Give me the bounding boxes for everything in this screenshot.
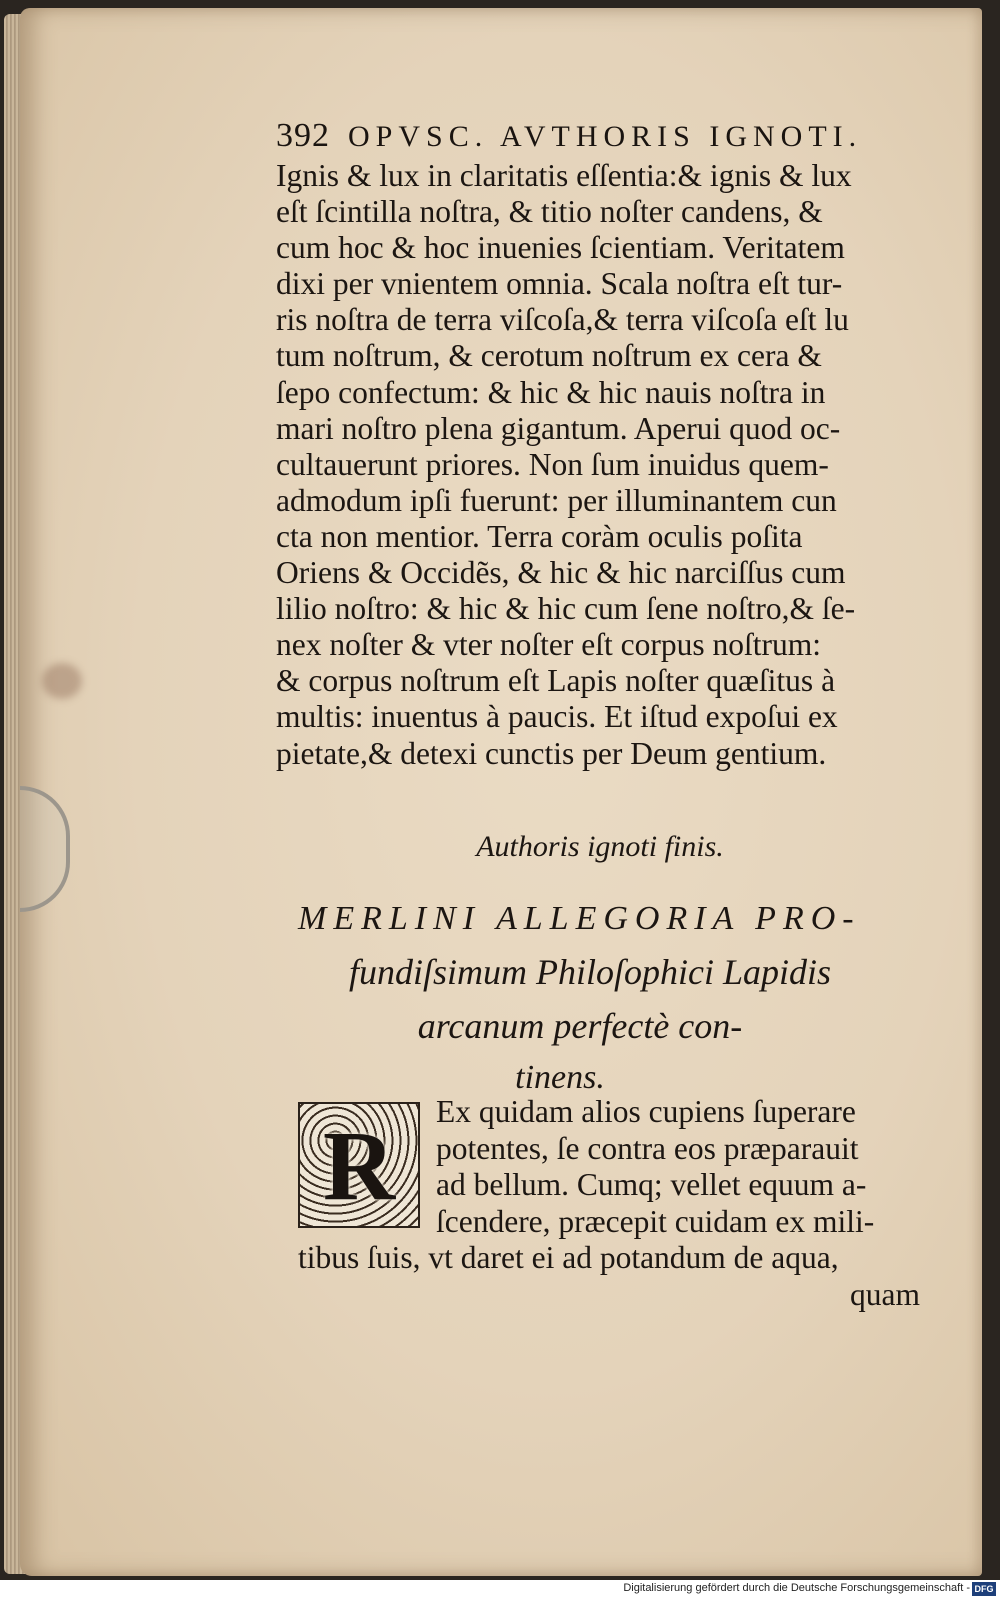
body-text	[276, 158, 916, 772]
text-line: cta non mentior. Terra coràm oculis poſita	[276, 518, 803, 554]
running-title: OPVSC. AVTHORIS IGNOTI.	[348, 120, 863, 153]
paper-stain	[42, 663, 82, 699]
text-line: ris noſtra de terra viſcoſa,& terra viſcoſa eſt lu	[276, 302, 849, 338]
text-line: pietate,& detexi cunctis per Deum gentium.	[276, 735, 827, 771]
page-number: 392	[276, 117, 330, 154]
text-line: ad bellum. Cumq; vellet equum a-	[436, 1167, 867, 1202]
section-title-line: fundiſsimum Philoſophici Lapidis	[348, 952, 832, 992]
initial-letter: R	[322, 1109, 396, 1221]
text-line: dixi per vnientem omnia. Scala noſtra eſt tur-	[276, 266, 843, 302]
section-title-line: tinens.	[515, 1059, 605, 1096]
page-clip	[20, 786, 70, 912]
text-line: nex noſter & vter noſter eſt corpus noſtrum:	[276, 627, 821, 663]
text-line: Oriens & Occidẽs, & hic & hic narciſſus cum	[276, 555, 846, 591]
text-line: ſepo confectum: & hic & hic nauis noſtra in	[276, 374, 826, 410]
text-line: eſt ſcintilla noſtra, & titio noſter candens, &	[276, 194, 823, 230]
footer-bar	[0, 1580, 1000, 1599]
text-line: tibus ſuis, vt daret ei ad potandum de aqua,	[298, 1240, 839, 1275]
text-line: cum hoc & hoc inuenies ſcientiam. Veritatem	[276, 230, 845, 266]
section-title-line: arcanum perfectè con-	[417, 1006, 743, 1046]
footer-credit: Digitalisierung gefördert durch die Deutsche Forschungsgemeinschaft -	[623, 1582, 970, 1594]
text-line: multis: inuentus à paucis. Et iſtud expoſui ex	[276, 699, 838, 735]
catchword: quam	[850, 1276, 920, 1312]
text-line: potentes, ſe contra eos præparauit	[436, 1130, 859, 1166]
finis-line: Authoris ignoti finis.	[476, 830, 724, 863]
text-line: cultauerunt priores. Non ſum inuidus quem-	[276, 446, 829, 482]
text-line: tum noſtrum, & cerotum noſtrum ex cera &	[276, 338, 822, 374]
section-title-line: MERLINI ALLEGORIA PRO-	[298, 900, 861, 937]
page-header	[276, 117, 916, 157]
text-line: Ex quidam alios cupiens ſuperare	[436, 1094, 856, 1129]
text-line: admodum ipſi fuerunt: per illuminantem cun	[276, 482, 837, 518]
opening-paragraph	[298, 1094, 920, 1313]
text-line: mari noſtro plena gigantum. Aperui quod oc-	[276, 410, 841, 446]
dfg-logo: DFG	[972, 1582, 996, 1596]
text-line: & corpus noſtrum eſt Lapis noſter quæſitus à	[276, 663, 836, 699]
text-line: Ignis & lux in claritatis eſſentia:& ignis & lux	[276, 158, 852, 193]
text-line: lilio noſtro: & hic & hic cum ſene noſtro,& ſe-	[276, 591, 856, 627]
text-line: ſcendere, præcepit cuidam ex mili-	[436, 1203, 875, 1239]
section-title	[280, 893, 940, 1103]
